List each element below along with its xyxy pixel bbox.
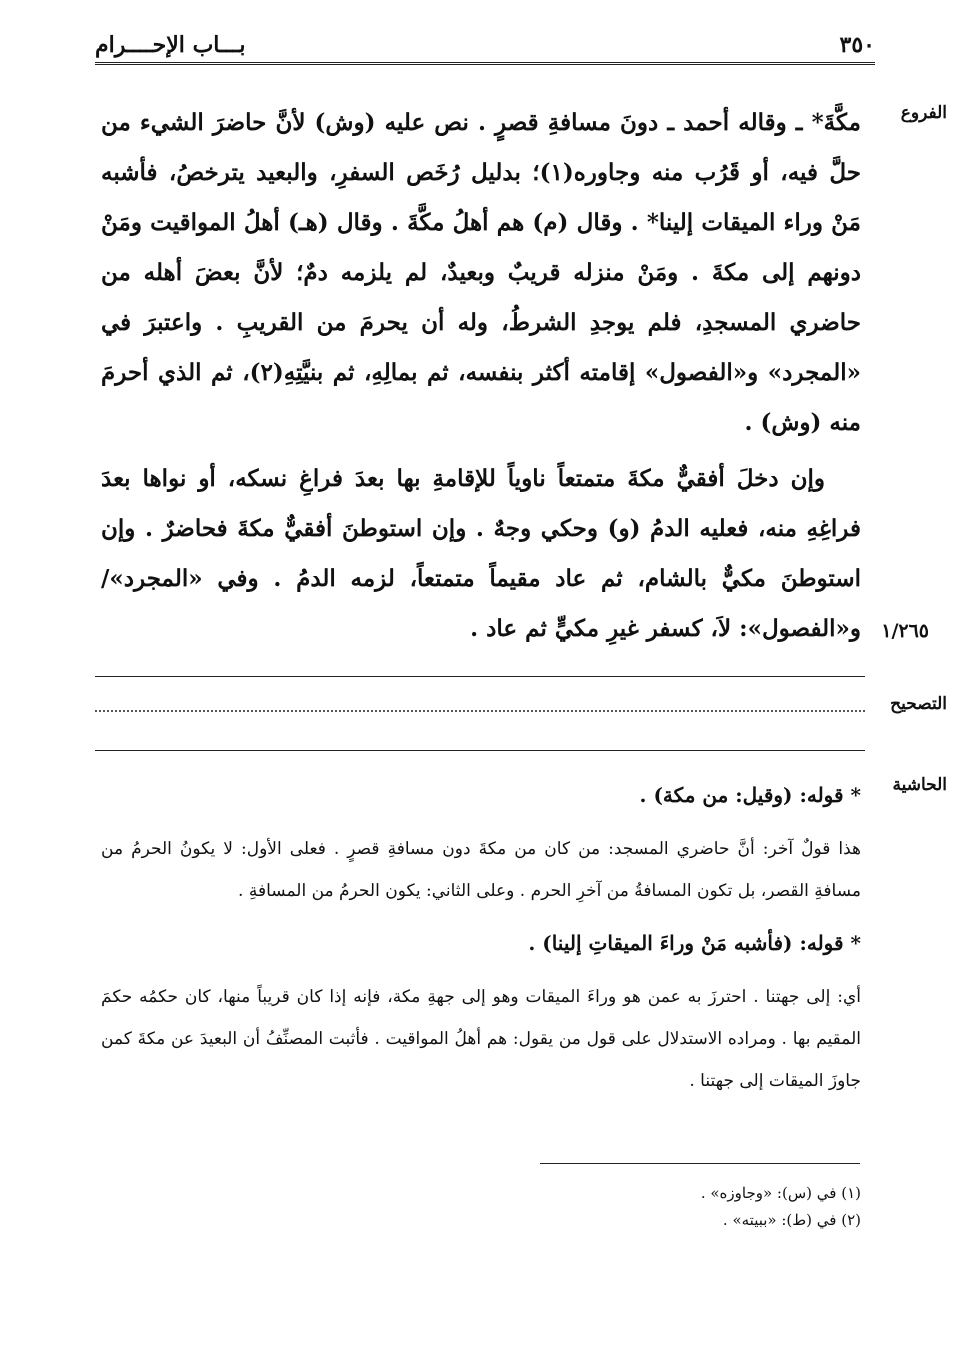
footnote-1: (١) في (س): «وجاوزه» . (700, 1184, 861, 1202)
hashiya-body-2: أي: إلى جهتنا . احترزَ به عمن هو وراءَ الميقات وهو إلى جهةِ مكة، فإنه إذا كان قريباً منها، كان حكمُه حكمَ المقيم بها . ومراده الاستدلال على قول من يقول: هم أهلُ المواقيت . فأثبت المصنِّفُ أن البعيدَ عن مكةَ كمن جاوزَ الميقات إلى جهتنا . (101, 987, 861, 1091)
volume-page-ref: ١/٢٦٥ (881, 620, 929, 642)
main-paragraph-1: مكَّةَ* ـ وقاله أحمد ـ دونَ مسافةِ قصرٍ . نص عليه (وش) لأنَّ حاضرَ الشيء من حلَّ فيه، أو قَرُب منه وجاوره(١)؛ بدليل رُخَص السفرِ، والبعيد يترخصُ، فأشبه مَنْ وراء الميقات إلينا* . وقال (م) هم أهلُ مكَّةَ . وقال (هـ) أهلُ المواقيت ومَنْ دونهم إلى مكةَ . ومَنْ منزله قريبٌ وبعيدٌ، لم يلزمه دمٌ؛ لأنَّ بعضَ أهله من حاضري المسجدِ، فلم يوجدِ الشرطُ، وله أن يحرمَ من القريبِ . واعتبرَ في «المجرد» و«الفصول» إقامته أكثر بنفسه، ثم بمالِهِ، ثم بنيَّتِهِ(٢)، ثم الذي أحرمَ منه (وش) . (101, 109, 861, 436)
correction-bottom-rule (95, 750, 865, 751)
main-paragraph-2: وإن دخلَ أفقيٌّ مكةَ متمتعاً ناوياً للإقامةِ بها بعدَ فراغِ نسكه، أو نواها بعدَ فراغِهِ منه، فعليه الدمُ (و) وحكي وجهٌ . وإن استوطنَ أفقيٌّ مكةَ فحاضرٌ . وإن استوطنَ مكيٌّ بالشام، ثم عاد مقيماً متمتعاً، لزمه الدمُ . وفي «المجرد»/ و«الفصول»: لاَ، كسفر غيرِ مكيٍّ ثم عاد . (101, 465, 862, 642)
hashiya-body-1: هذا قولٌ آخر: أنَّ حاضري المسجد: من كان من مكةَ دون مسافةِ قصرٍ . فعلى الأول: لا يكونُ الحرمُ من مسافةِ القصر، بل تكون المسافةُ من آخرِ الحرم . وعلى الثاني: يكون الحرمُ من المسافةِ . (101, 839, 861, 901)
page-number: ٣٥٠ (839, 32, 875, 58)
header-rule (95, 62, 875, 68)
correction-top-rule (95, 676, 865, 677)
chapter-title: بـــاب الإحــــرام (95, 32, 246, 58)
footnotes (101, 1180, 861, 1234)
page-header (95, 28, 875, 64)
footnote-rule (540, 1163, 860, 1164)
side-label-tashih: التصحيح (890, 694, 947, 714)
correction-dotted-line (95, 710, 865, 712)
hashiya-heading-1: * قوله: (وقيل: من مكة) . (639, 783, 861, 807)
hashiya-section (101, 780, 861, 1118)
side-label-hashiya: الحاشية (892, 775, 947, 795)
footnote-2: (٢) في (ط): «ببيته» . (722, 1211, 861, 1229)
hashiya-heading-2: * قوله: (فأشبه مَنْ وراءَ الميقاتِ إلينا) . (528, 931, 861, 955)
side-label-furu: الفروع (900, 103, 947, 123)
main-text (101, 98, 861, 654)
